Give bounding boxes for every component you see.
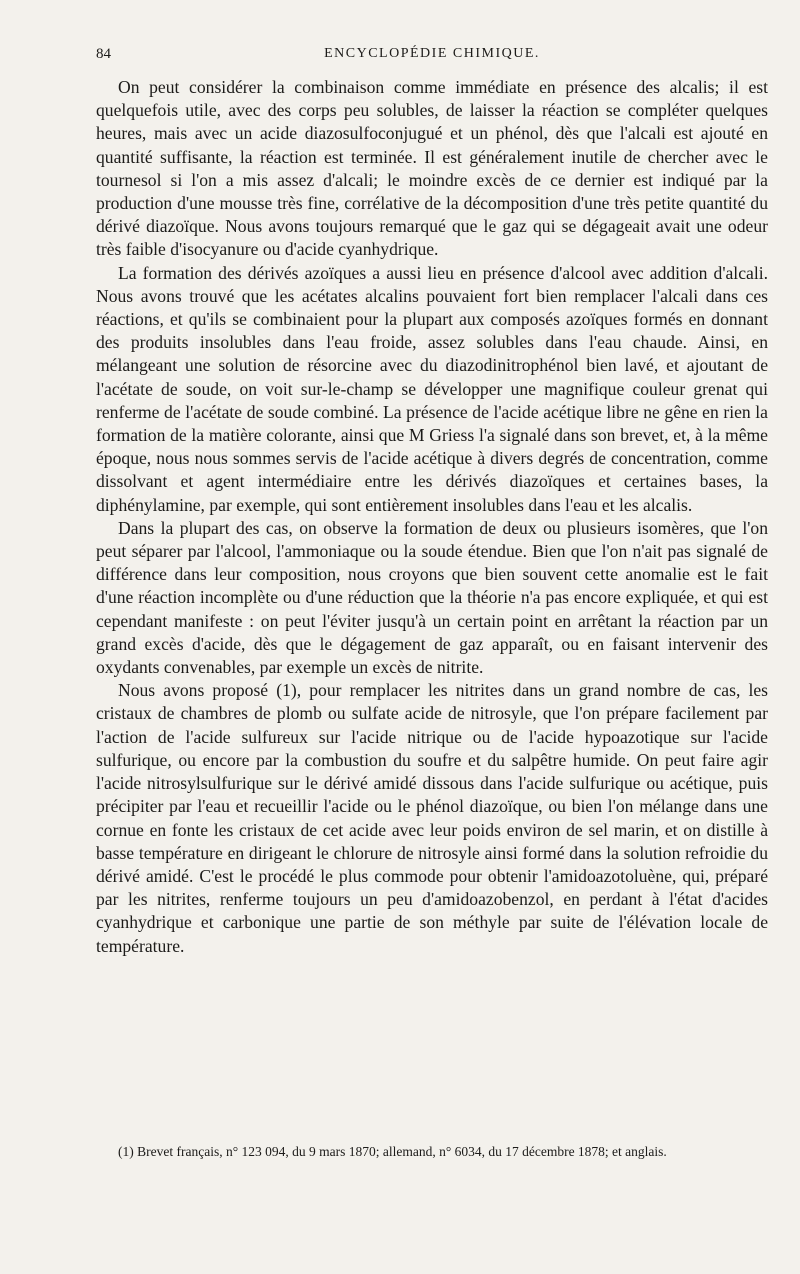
page-number: 84 xyxy=(96,46,111,62)
paragraph: Nous avons proposé (1), pour remplacer les nitrites dans un grand nombre de cas, les cristaux de chambres de plomb ou sulfate acide de nitrosyle, que l'on prépare facilement par l'action de l'acide sulfureux sur l'acide nitrique ou de l'acide hypoazotique sur l'acide sulfurique, ou encore par la combustion du soufre et du salpêtre humide. On peut faire agir l'acide nitrosylsulfurique sur le dérivé amidé dissous dans l'acide sulfurique ou acétique, puis précipiter par l'eau et recueillir l'acide ou le phénol diazoïque, ou bien l'on mélange dans une cornue en fonte les cristaux de cet acide avec leur poids environ de sel marin, et on distille à basse température en dirigeant le chlorure de nitrosyle ainsi formé dans la solution refroidie du dérivé amidé. C'est le procédé le plus commode pour obtenir l'amidoazotoluène, qui, préparé par les nitrites, renferme toujours un peu d'amidoazobenzol, en perdant à l'état d'acides cyanhydrique et carbonique une partie de son méthyle par suite de l'élévation locale de température. xyxy=(96,680,768,956)
running-title: ENCYCLOPÉDIE CHIMIQUE. xyxy=(324,46,540,61)
body-text xyxy=(96,76,768,958)
paragraph: On peut considérer la combinaison comme immédiate en présence des alcalis; il est quelquefois utile, avec des corps peu solubles, de laisser la réaction se compléter quelques heures, mais avec un acide diazosulfoconjugué et un phénol, dès que l'alcali est ajouté en quantité suffisante, la réaction est terminée. Il est généralement inutile de chercher avec le tournesol si l'on a mis assez d'alcali; le moindre excès de ce dernier est indiqué par la production d'une mousse très fine, corrélative de la décomposition d'une très petite quantité du dérivé diazoïque. Nous avons toujours remarqué que le gaz qui se dégageait avait une odeur très faible d'isocyanure ou d'acide cyanhydrique. xyxy=(96,77,768,260)
paragraph: La formation des dérivés azoïques a aussi lieu en présence d'alcool avec addition d'alcali. Nous avons trouvé que les acétates alcalins pouvaient fort bien remplacer l'alcali dans ces réactions, et qu'ils se combinaient pour la plupart aux composés azoïques formés en donnant des produits insolubles dans l'eau froide, assez solubles dans l'eau chaude. Ainsi, en mélangeant une solution de résorcine avec du diazodinitrophénol bien lavé, et ajoutant de l'acétate de soude, on voit sur-le-champ se développer une magnifique couleur grenat qui renferme de l'acétate de soude combiné. La présence de l'acide acétique libre ne gêne en rien la formation de la matière colorante, ainsi que M Griess l'a signalé dans son brevet, et, à la même époque, nous nous sommes servis de l'acide acétique à divers degrés de concentration, comme dissolvant et agent intermédiaire entre les dérivés diazoïques et certaines bases, la diphénylamine, par exemple, qui sont entièrement insolubles dans l'eau et les alcalis. xyxy=(96,262,768,515)
page-header xyxy=(96,46,768,72)
paragraph: Dans la plupart des cas, on observe la formation de deux ou plusieurs isomères, que l'on peut séparer par l'alcool, l'ammoniaque ou la soude étendue. Bien que l'on n'ait pas signalé de différence dans leur composition, nous croyons que bien souvent cette anomalie est le fait d'une réaction incomplète ou d'une réduction que la théorie n'a pas encore expliquée, et qui est cependant manifeste : on peut l'éviter jusqu'à un certain point en arrêtant la réaction par un grand excès d'acide, dès que le dégagement de gaz apparaît, ou en faisant intervenir des oxydants convenables, par exemple un excès de nitrite. xyxy=(96,517,768,678)
footnote-text: (1) Brevet français, n° 123 094, du 9 mars 1870; allemand, n° 6034, du 17 décembre 1878; et anglais. xyxy=(118,1144,667,1159)
footnote xyxy=(96,1143,768,1161)
